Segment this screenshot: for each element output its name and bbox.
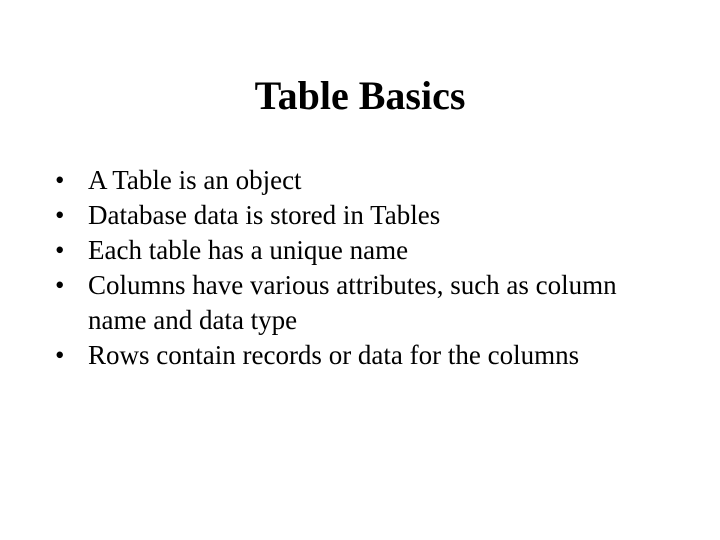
- bullet-item: [48, 338, 668, 373]
- bullet-item: [48, 268, 668, 338]
- bullet-text: Database data is stored in Tables: [88, 200, 441, 230]
- bullet-marker: •: [55, 200, 65, 230]
- bullet-item: [48, 198, 668, 233]
- bullet-item: [48, 163, 668, 198]
- bullet-text: Rows contain records or data for the columns: [88, 340, 580, 370]
- bullet-marker: •: [55, 235, 65, 265]
- slide-title: Table Basics: [254, 73, 466, 118]
- bullet-marker: •: [55, 165, 65, 195]
- bullet-text: Columns have various attributes, such as column name and data type: [88, 270, 617, 335]
- bullet-text: A Table is an object: [88, 165, 302, 195]
- bullet-item: [48, 233, 668, 268]
- bullet-text: Each table has a unique name: [88, 235, 409, 265]
- bullet-list: [48, 163, 668, 373]
- bullet-marker: •: [55, 270, 65, 300]
- bullet-marker: •: [55, 340, 65, 370]
